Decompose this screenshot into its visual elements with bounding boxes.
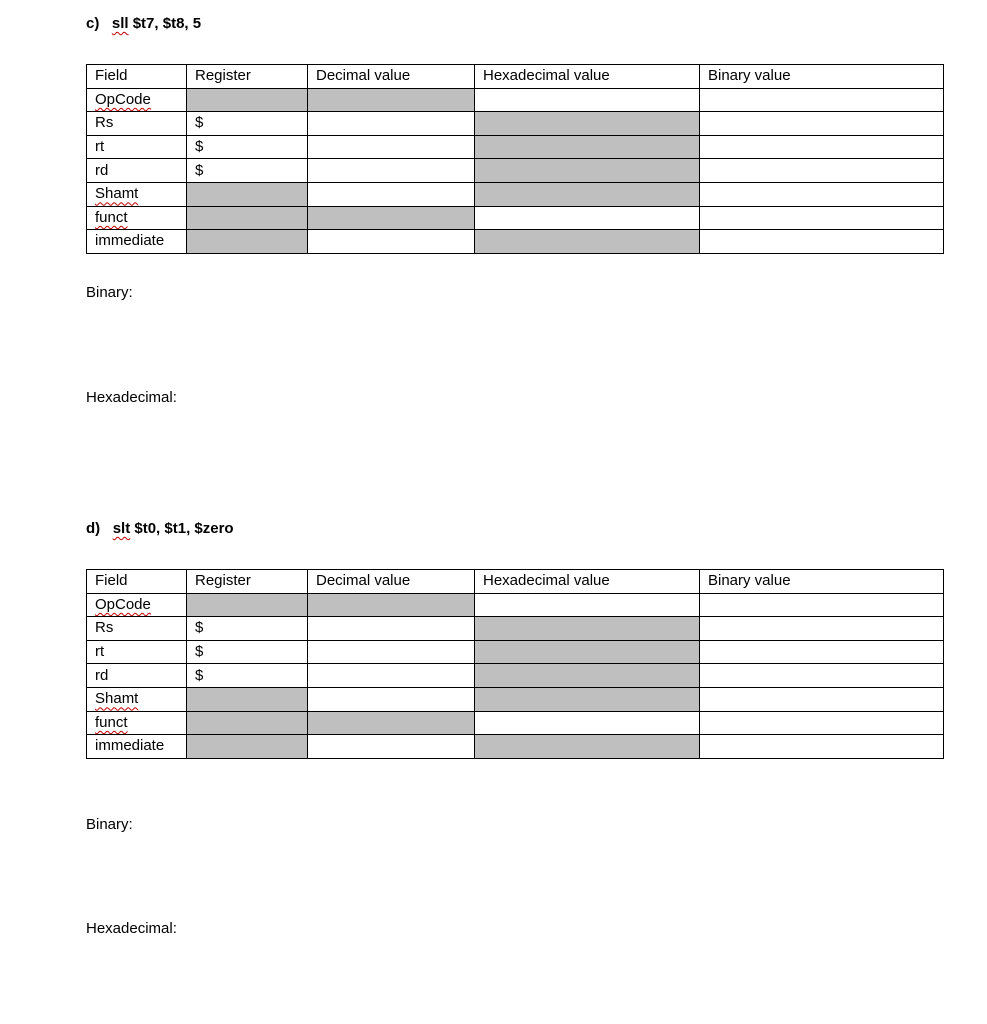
register-cell: [187, 88, 308, 112]
hex-cell: [475, 640, 700, 664]
table-row-opcode: [87, 88, 944, 112]
hex-cell: [475, 135, 700, 159]
hex-cell[interactable]: [475, 711, 700, 735]
field-label: Rs: [87, 112, 187, 136]
register-cell[interactable]: $: [187, 640, 308, 664]
section-c-hex-label: Hexadecimal:: [86, 389, 177, 406]
decimal-cell[interactable]: [308, 159, 475, 183]
binary-cell[interactable]: [700, 617, 944, 641]
field-label: funct: [87, 711, 187, 735]
header-register: Register: [187, 570, 308, 594]
table-row-immediate: [87, 735, 944, 759]
register-cell[interactable]: $: [187, 664, 308, 688]
table-row-rd: [87, 159, 944, 183]
hex-cell: [475, 687, 700, 711]
section-c-binary-label: Binary:: [86, 284, 133, 301]
binary-cell[interactable]: [700, 182, 944, 206]
hex-cell: [475, 159, 700, 183]
field-label: rd: [87, 664, 187, 688]
binary-cell[interactable]: [700, 687, 944, 711]
binary-cell[interactable]: [700, 159, 944, 183]
register-cell: [187, 735, 308, 759]
decimal-cell[interactable]: [308, 135, 475, 159]
hex-cell: [475, 182, 700, 206]
binary-cell[interactable]: [700, 230, 944, 254]
section-d-letter: d): [86, 520, 101, 537]
binary-cell[interactable]: [700, 711, 944, 735]
section-c-operands: $t7, $t8, 5: [132, 15, 202, 32]
decimal-cell[interactable]: [308, 640, 475, 664]
register-cell[interactable]: $: [187, 112, 308, 136]
decimal-cell: [308, 593, 475, 617]
decimal-cell[interactable]: [308, 230, 475, 254]
section-c-mnemonic: sll: [111, 15, 129, 32]
decimal-cell[interactable]: [308, 735, 475, 759]
table-row-shamt: [87, 182, 944, 206]
section-d-heading: [86, 520, 234, 537]
hex-cell: [475, 617, 700, 641]
hex-cell[interactable]: [475, 88, 700, 112]
table-row-opcode: [87, 593, 944, 617]
hex-cell: [475, 112, 700, 136]
hex-cell[interactable]: [475, 593, 700, 617]
register-cell[interactable]: $: [187, 135, 308, 159]
binary-cell[interactable]: [700, 88, 944, 112]
register-cell: [187, 711, 308, 735]
hex-cell: [475, 664, 700, 688]
header-field: Field: [87, 570, 187, 594]
decimal-cell: [308, 88, 475, 112]
header-field: Field: [87, 65, 187, 89]
header-binary: Binary value: [700, 570, 944, 594]
table-row-rt: [87, 640, 944, 664]
table-header-row: [87, 65, 944, 89]
register-cell: [187, 206, 308, 230]
field-label: immediate: [87, 735, 187, 759]
section-d-hex-label: Hexadecimal:: [86, 920, 177, 937]
field-label: rd: [87, 159, 187, 183]
binary-cell[interactable]: [700, 640, 944, 664]
header-hex: Hexadecimal value: [475, 570, 700, 594]
field-label: funct: [87, 206, 187, 230]
binary-cell[interactable]: [700, 664, 944, 688]
register-cell: [187, 687, 308, 711]
field-label: Rs: [87, 617, 187, 641]
header-binary: Binary value: [700, 65, 944, 89]
section-c-letter: c): [86, 15, 100, 32]
header-hex: Hexadecimal value: [475, 65, 700, 89]
table-row-rt: [87, 135, 944, 159]
table-row-funct: [87, 206, 944, 230]
table-row-rd: [87, 664, 944, 688]
decimal-cell[interactable]: [308, 687, 475, 711]
table-row-shamt: [87, 687, 944, 711]
table-row-immediate: [87, 230, 944, 254]
table-header-row: [87, 570, 944, 594]
field-label: OpCode: [87, 593, 187, 617]
hex-cell: [475, 230, 700, 254]
register-cell: [187, 230, 308, 254]
header-decimal: Decimal value: [308, 65, 475, 89]
binary-cell[interactable]: [700, 593, 944, 617]
binary-cell[interactable]: [700, 112, 944, 136]
decimal-cell: [308, 711, 475, 735]
field-label: immediate: [87, 230, 187, 254]
register-cell[interactable]: $: [187, 617, 308, 641]
section-d-encoding-table: [86, 569, 944, 759]
field-label: rt: [87, 640, 187, 664]
section-c-heading: [86, 15, 201, 32]
binary-cell[interactable]: [700, 135, 944, 159]
field-label: OpCode: [87, 88, 187, 112]
field-label: Shamt: [87, 182, 187, 206]
hex-cell: [475, 735, 700, 759]
decimal-cell[interactable]: [308, 112, 475, 136]
section-d-operands: $t0, $t1, $zero: [134, 520, 234, 537]
hex-cell[interactable]: [475, 206, 700, 230]
section-c-encoding-table: [86, 64, 944, 254]
table-row-rs: [87, 112, 944, 136]
table-row-funct: [87, 711, 944, 735]
binary-cell[interactable]: [700, 735, 944, 759]
header-decimal: Decimal value: [308, 570, 475, 594]
register-cell[interactable]: $: [187, 159, 308, 183]
decimal-cell[interactable]: [308, 182, 475, 206]
register-cell: [187, 182, 308, 206]
header-register: Register: [187, 65, 308, 89]
field-label: Shamt: [87, 687, 187, 711]
field-label: rt: [87, 135, 187, 159]
decimal-cell: [308, 206, 475, 230]
decimal-cell[interactable]: [308, 617, 475, 641]
decimal-cell[interactable]: [308, 664, 475, 688]
section-d-mnemonic: slt: [112, 520, 131, 537]
section-d-binary-label: Binary:: [86, 816, 133, 833]
binary-cell[interactable]: [700, 206, 944, 230]
register-cell: [187, 593, 308, 617]
table-row-rs: [87, 617, 944, 641]
